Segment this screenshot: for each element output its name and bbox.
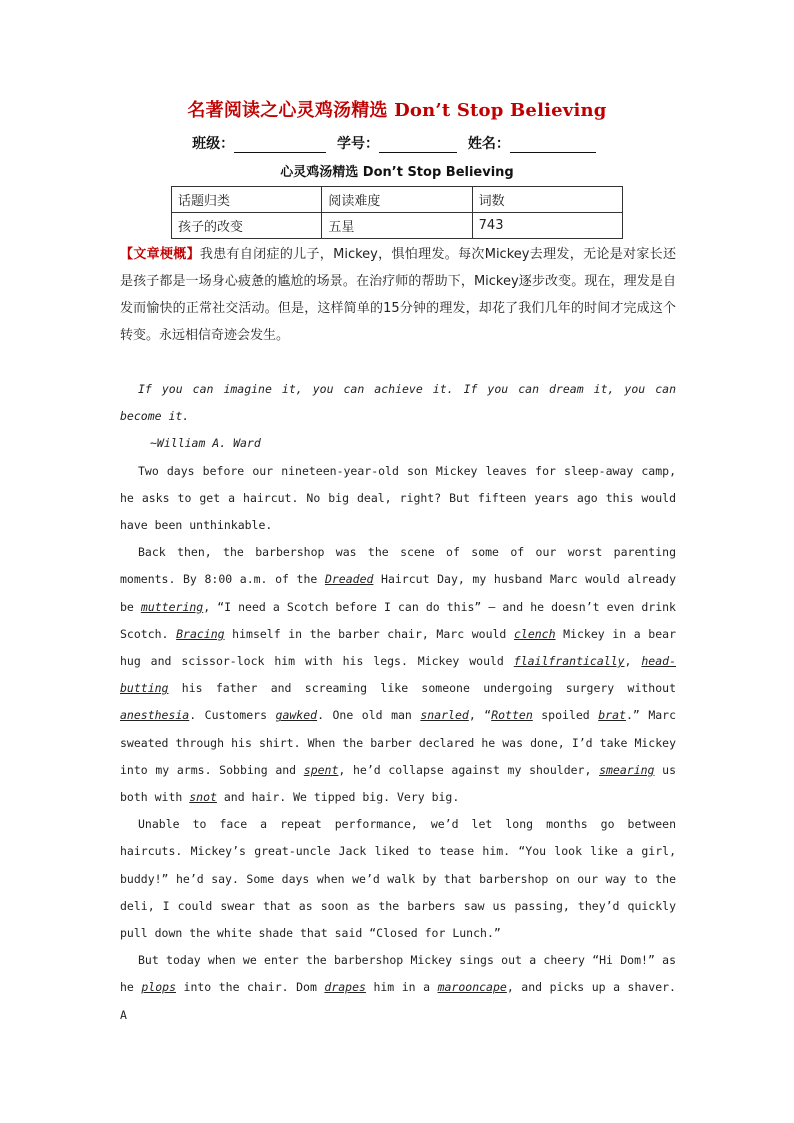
class-label: 班级： xyxy=(192,136,235,152)
vocab-word: smearing xyxy=(599,762,655,777)
text-run: , he’d collapse against my shoulder, xyxy=(338,762,600,777)
table-header-cell: 话题归类 xyxy=(172,187,322,213)
vocab-word: flailfrantically xyxy=(513,654,625,669)
table-cell: 五星 xyxy=(322,213,472,239)
summary-text: 我患有自闭症的儿子，Mickey，惧怕理发。每次Mickey去理发，无论是对家长还是孩子都是一场身心疲惫的尴尬的场景。在治疗师的帮助下，Mickey逐步改变。现在，理发是自发而愉快的正常社交活动。但是，这样简单的15分钟的理发，却花了我们几年的时间才完成这个转变。永远相信奇迹会发生。 xyxy=(120,247,676,343)
vocab-word: Bracing xyxy=(176,626,225,641)
student-info-line xyxy=(0,133,794,153)
student-id-blank xyxy=(379,138,457,153)
vocab-word: plops xyxy=(141,980,176,995)
text-run: Mickey in a bear hug and scissor-lock him with his legs. Mickey would xyxy=(120,626,677,669)
epigraph-quote: If you can imagine it, you can achieve it. If you can dream it, you can become it. xyxy=(120,382,676,424)
vocab-word: clench xyxy=(513,626,556,641)
subtitle: 心灵鸡汤精选 Don’t Stop Believing xyxy=(280,165,514,180)
vocab-word: anesthesia xyxy=(120,708,190,723)
info-table xyxy=(171,186,623,239)
table-cell: 743 xyxy=(472,213,622,239)
table-row xyxy=(172,213,623,239)
article-body xyxy=(120,376,676,1029)
table-cell: 孩子的改变 xyxy=(172,213,322,239)
text-run: , “I need a Scotch before I can do this” — and he doesn’t even drink Scotch. xyxy=(120,599,676,641)
vocab-word: snarled xyxy=(420,708,469,723)
vocab-word: brat xyxy=(598,708,626,723)
vocab-word: Dreaded xyxy=(324,572,374,587)
class-blank xyxy=(234,138,326,153)
text-run: us both with xyxy=(120,762,676,805)
name-blank xyxy=(510,138,596,153)
vocab-word: spent xyxy=(303,762,339,777)
name-label: 姓名： xyxy=(467,136,510,152)
table-header-cell: 阅读难度 xyxy=(322,187,472,213)
vocab-word: drapes xyxy=(324,980,366,995)
paragraph-4 xyxy=(120,947,676,1029)
paragraph-3: Unable to face a repeat performance, we’d let long months go between haircuts. Mickey’s great-uncle Jack liked to tease him. “You look like a girl, buddy!” he’d say. Some days when we’d walk by that barbershop on our way to the deli, I could swear that as soon as the barbers saw us passing, they’d quickly pull down the white shade that said “Closed for Lunch.” xyxy=(120,817,676,941)
vocab-word: marooncape xyxy=(437,980,507,995)
text-run: , and picks up a shaver. A xyxy=(120,980,676,1022)
paragraph-1: Two days before our nineteen-year-old son Mickey leaves for sleep-away camp, he asks to get a haircut. No big deal, right? But fifteen years ago this would have been unthinkable. xyxy=(120,463,676,533)
summary-tag: 【文章梗概】 xyxy=(120,247,200,262)
text-run: Haircut Day, my husband Marc would already be xyxy=(120,572,676,614)
text-run: . Customers xyxy=(189,708,276,723)
page-title: 名著阅读之心灵鸡汤精选 Don’t Stop Believing xyxy=(187,100,607,121)
vocab-word: gawked xyxy=(275,708,318,723)
text-run: into the chair. Dom xyxy=(176,980,325,995)
text-run: his father and screaming like someone undergoing surgery without xyxy=(168,681,676,696)
vocab-word: muttering xyxy=(140,599,204,614)
text-run: Back then, the barbershop was the scene of some of our worst parenting moments. By 8:00 a.m. of the xyxy=(120,545,676,587)
table-row xyxy=(172,187,623,213)
text-run: spoiled xyxy=(532,708,599,723)
text-run: , xyxy=(624,654,642,669)
text-run: and hair. We tipped big. Very big. xyxy=(216,790,460,805)
vocab-word: head-butting xyxy=(120,654,676,696)
text-run: . One old man xyxy=(317,708,421,723)
epigraph-author: ~William A. Ward xyxy=(150,436,261,451)
table-header-cell: 词数 xyxy=(472,187,622,213)
text-run: him in a xyxy=(365,980,438,995)
vocab-word: snot xyxy=(189,790,217,805)
article-summary xyxy=(120,241,676,349)
text-run: himself in the barber chair, Marc would xyxy=(224,626,514,641)
text-run: .” Marc sweated through his shirt. When the barber declared he was done, I’d take Mickey into my arms. Sobbing and xyxy=(120,708,677,777)
vocab-word: Rotten xyxy=(491,708,533,723)
text-run: But today when we enter the barbershop Mickey sings out a cheery “Hi Dom!” as he xyxy=(120,953,676,995)
text-run: , “ xyxy=(468,708,492,723)
paragraph-2 xyxy=(120,539,676,811)
student-id-label: 学号： xyxy=(337,136,379,152)
